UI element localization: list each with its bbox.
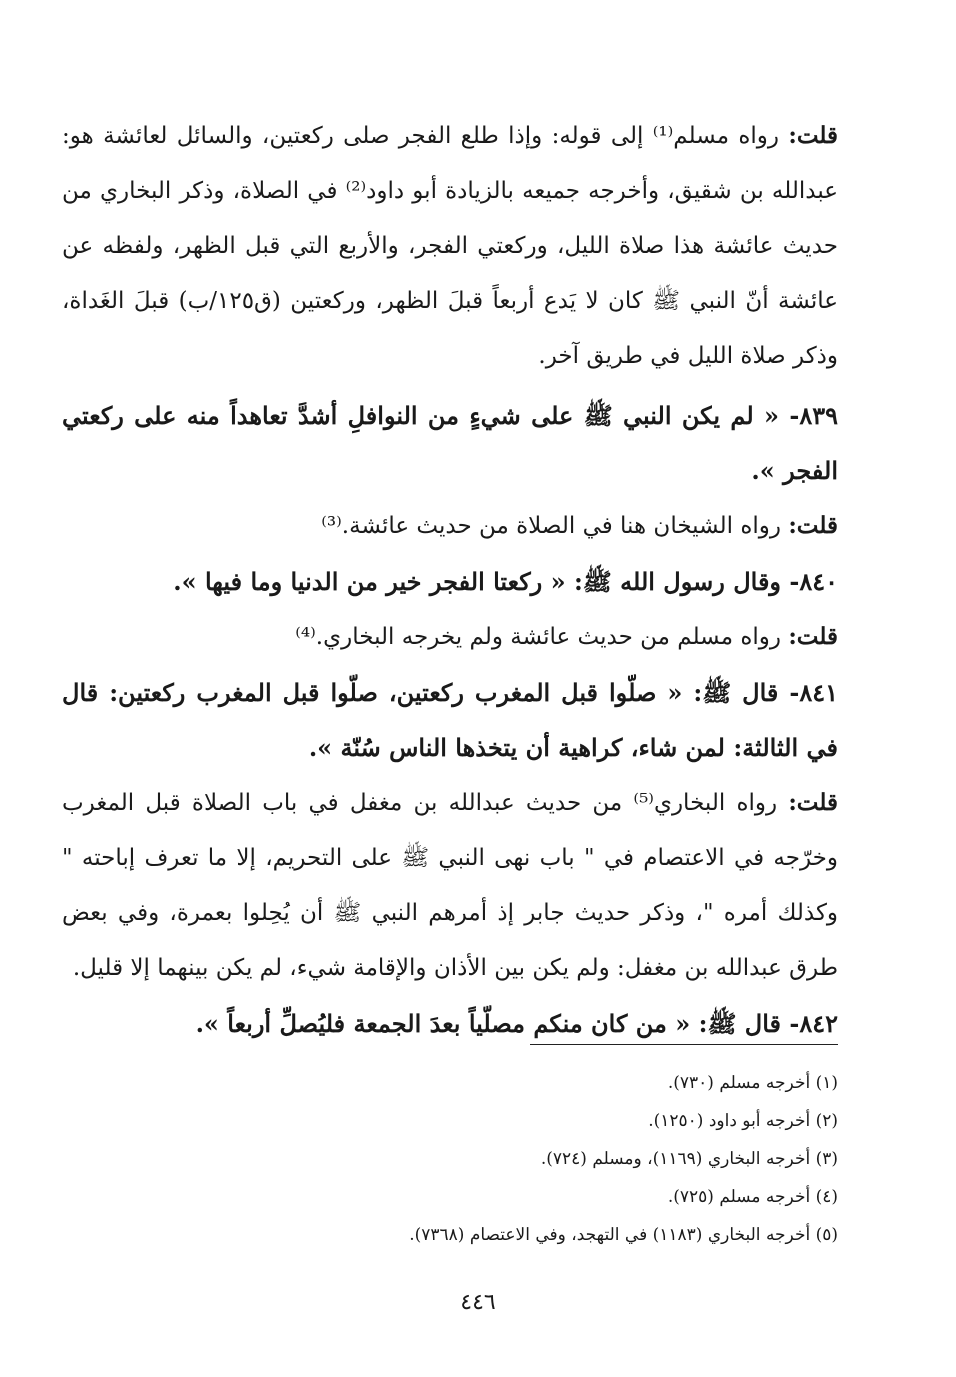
- footnote-5: (٥) أخرجه البخاري (١١٨٣) في التهجد، وفي الاعتصام (٧٣٦٨).: [409, 1225, 838, 1245]
- commentary-paragraph-2: [62, 498, 838, 554]
- page-number: ٤٤٦: [460, 1290, 496, 1315]
- qult-label: قلت:: [788, 623, 838, 650]
- commentary-text: رواه الشيخان هنا في الصلاة من حديث عائشة.⁽³⁾: [321, 513, 781, 539]
- qult-label: قلت:: [788, 789, 838, 816]
- commentary-text: رواه مسلم⁽¹⁾ إلى قوله: وإذا طلع الفجر صلى ركعتين، والسائل لعائشة هو: عبدالله بن شقيق، وأخرجه جميعه بالزيادة أبو داود⁽²⁾ في الصلاة، وذكر البخاري من حديث عائشة هذا صلاة الليل، وركعتي الفجر، والأربع التي قبل الظهر، ولفظه عن عائشة أنّ النبي ﷺ كان لا يَدع أربعاً قبلَ الظهر، وركعتين (ق١٢٥/ب) قبلَ الغَداة، وذكر صلاة الليل في طريق آخر.: [62, 123, 839, 369]
- qult-label: قلت:: [788, 512, 838, 539]
- hadith-839: ٨٣٩- « لم يكن النبي ﷺ على شيءٍ من النوافلِ أشدَّ تعاهداً منه على ركعتي الفجر ».: [62, 401, 838, 485]
- commentary-paragraph-4: [62, 775, 838, 996]
- footnotes: [118, 1064, 838, 1254]
- footnote-1: (١) أخرجه مسلم (٧٣٠).: [667, 1073, 838, 1093]
- qult-label: قلت:: [788, 122, 839, 149]
- footnote-2: (٢) أخرجه أبو داود (١٢٥٠).: [648, 1111, 838, 1131]
- commentary-paragraph-3: [62, 609, 838, 665]
- footnote-4: (٤) أخرجه مسلم (٧٢٥).: [667, 1187, 838, 1207]
- hadith-841: ٨٤١- قال ﷺ: « صلّوا قبل المغرب ركعتين، صلّوا قبل المغرب ركعتين: قال في الثالثة: لمن شاء، كراهية أن يتخذها الناس سُنّة ».: [62, 678, 838, 762]
- footnote-divider: [530, 1044, 838, 1045]
- commentary-paragraph-1: [62, 108, 838, 384]
- page-body: [62, 108, 838, 1051]
- commentary-text: رواه البخاري⁽⁵⁾ من حديث عبدالله بن مغفل في باب الصلاة قبل المغرب وخرّجه في الاعتصام في " باب نهى النبي ﷺ على التحريم، إلا ما تعرف إباحته " وكذلك أمره "، وذكر حديث جابر إذ أمرهم النبي ﷺ أن يُحِلوا بعمرة، وفي بعض طرق عبدالله بن مغفل: ولم يكن بين الأذان والإقامة شيء، لم يكن بينهما إلا قليل.: [62, 790, 838, 981]
- hadith-842: ٨٤٢- قال ﷺ: « من كان منكم مصلّياً بعدَ الجمعة فليُصلِّ أربعاً ».: [195, 1009, 838, 1038]
- hadith-840: ٨٤٠- وقال رسول الله ﷺ: « ركعتا الفجر خير من الدنيا وما فيها ».: [173, 567, 838, 596]
- commentary-text: رواه مسلم من حديث عائشة ولم يخرجه البخاري.⁽⁴⁾: [295, 624, 781, 650]
- footnote-3: (٣) أخرجه البخاري (١١٦٩)، ومسلم (٧٢٤).: [540, 1149, 838, 1169]
